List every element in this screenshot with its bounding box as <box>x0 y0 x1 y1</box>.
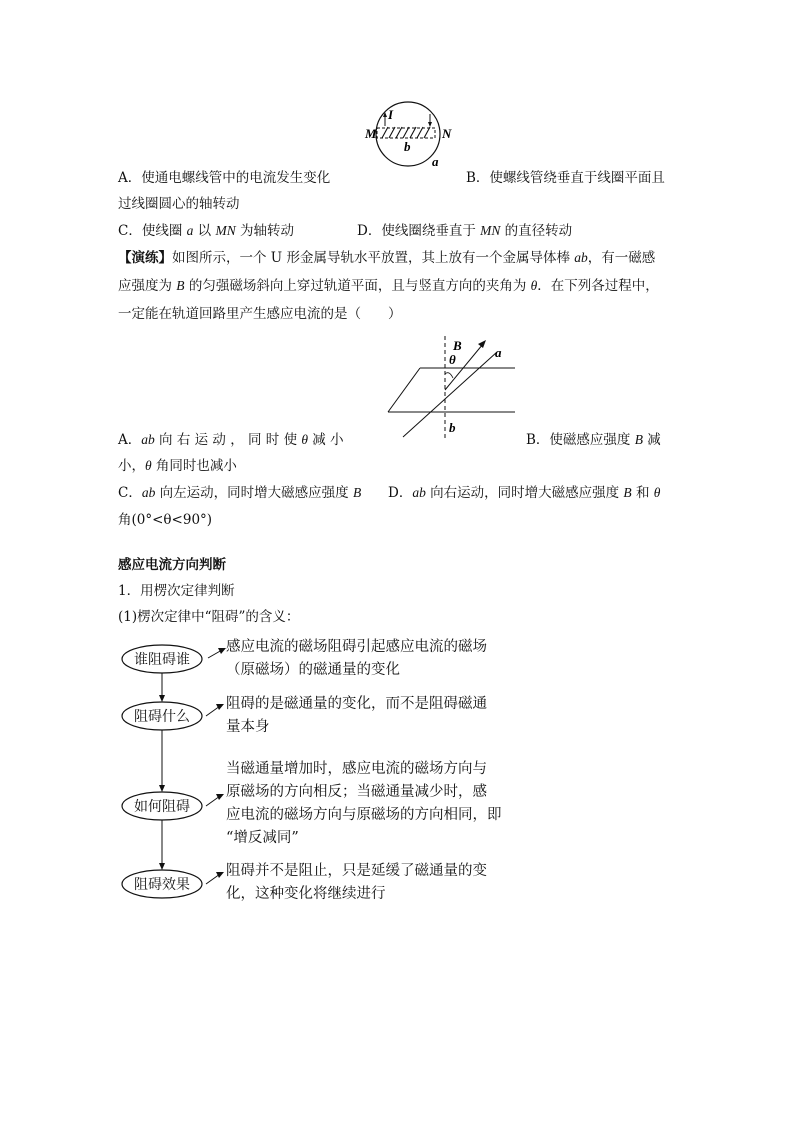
flow-node-3-desc-line2: 原磁场的方向相反；当磁通量减少时，感 <box>226 784 487 800</box>
field-arrow <box>478 340 486 348</box>
q2-option-d-ab: ab <box>412 485 426 500</box>
coil-a-circle <box>376 102 440 166</box>
q2-option-a-2: 向 右 运 动 ， 同 时 使 <box>154 432 302 448</box>
q1-option-c-mn: MN <box>215 223 236 238</box>
flow-node-4-desc <box>226 860 487 906</box>
q2-stem-line2 <box>118 277 659 295</box>
q2-option-d-theta: θ <box>653 485 661 500</box>
flow-node-1-desc-line2: （原磁场）的磁通量的变化 <box>226 662 400 678</box>
flow-node-4-desc-line2: 化，这种变化将继续进行 <box>226 886 386 902</box>
flow-node-1-label: 谁阻碍谁 <box>134 652 190 668</box>
q2-stem-1-ab: ab <box>574 250 588 265</box>
flow-node-3-desc-line1: 当磁通量增加时，感应电流的磁场方向与 <box>226 761 487 777</box>
u-rail-diagram <box>385 334 520 442</box>
q2-option-a-1: A． <box>118 432 142 448</box>
solenoid-windings <box>382 127 430 138</box>
label-b: b <box>404 139 411 154</box>
q1-option-c-a: a <box>186 223 194 238</box>
q1-option-d-pre: D．使线圈绕垂直于 <box>357 223 481 239</box>
label-a: a <box>432 154 439 169</box>
q1-option-c <box>118 222 294 240</box>
q2-stem-2-theta: θ <box>530 278 538 293</box>
q1-option-d-mn: MN <box>480 223 501 238</box>
flow-node-2-desc <box>226 693 487 739</box>
q2-option-b-line2-theta: θ <box>145 458 152 473</box>
q2-option-d-2: 向右运动，同时增大磁感应强度 <box>425 485 624 501</box>
q2-option-c-1: C． <box>118 485 142 501</box>
q1-option-b-line1: B．使螺线管绕垂直于线圈平面且 <box>466 170 665 186</box>
q2-option-b-2: 减 <box>642 432 661 448</box>
q2-stem-2-pre: 应强度为 <box>118 278 177 294</box>
q2-option-c-ab: ab <box>141 485 156 500</box>
flow-node-4-desc-line1: 阻碍并不是阻止，只是延缓了磁通量的变 <box>226 863 487 879</box>
q2-option-d-1: D． <box>388 485 413 501</box>
flow-diagram <box>110 630 530 915</box>
q2-option-a <box>118 431 344 449</box>
flow-node-3-desc-line3: 应电流的磁场方向与原磁场的方向相同，即 <box>226 807 502 823</box>
q1-option-b-line2: 过线圈圆心的轴转动 <box>118 196 240 212</box>
label-b-rod: b <box>449 420 456 435</box>
q2-option-b-line2-1: 小， <box>118 458 145 474</box>
q2-tag: 【演练】 <box>118 250 172 266</box>
q2-option-b-b: B <box>634 432 643 447</box>
q2-option-c-b: B <box>352 485 362 500</box>
q2-option-b-line2-2: 角同时也减小 <box>151 458 237 474</box>
flow-node-2-desc-line1: 阻碍的是磁通量的变化，而不是阻碍磁通 <box>226 696 487 712</box>
q1-option-a: A．使通电螺线管中的电流发生变化 <box>118 170 331 186</box>
q1-option-d <box>357 222 572 240</box>
label-theta: θ <box>449 352 456 367</box>
section-item-1: 1．用楞次定律判断 <box>118 583 235 599</box>
solenoid-coil-figure <box>358 100 468 180</box>
q2-option-d-line2: 角(0°<θ<90°) <box>118 512 213 528</box>
q1-option-c-post: 为轴转动 <box>235 223 295 239</box>
flow-node-1-desc-line1: 感应电流的磁场阻碍引起感应电流的磁场 <box>226 639 487 655</box>
section-title: 感应电流方向判断 <box>118 557 226 573</box>
section-item-1-sub: (1)楞次定律中“阻碍”的含义： <box>118 609 300 625</box>
q2-stem-line1 <box>118 249 655 267</box>
flow-node-2-label: 阻碍什么 <box>134 709 190 725</box>
label-n: N <box>442 126 452 141</box>
q2-option-d-3: 和 <box>631 485 654 501</box>
angle-arc <box>445 373 453 378</box>
q2-option-d-line1 <box>388 484 660 502</box>
q2-option-b-1: B．使磁感应强度 <box>526 432 635 448</box>
current-arrow-down <box>428 122 432 127</box>
q2-option-c-2: 向左运动，同时增大磁感应强度 <box>155 485 353 501</box>
q2-option-c <box>118 484 361 502</box>
q2-stem-1-post: ，有一磁感 <box>587 250 656 266</box>
flow-node-3-desc-line4: “增反减同” <box>226 830 299 846</box>
q1-option-c-pre: C．使线圈 <box>118 223 187 239</box>
q2-option-a-theta: θ <box>301 432 309 447</box>
solenoid-coil-diagram <box>358 100 468 180</box>
flow-node-4-label: 阻碍效果 <box>134 877 190 893</box>
u-rail-figure <box>385 334 520 442</box>
rail-end <box>388 368 420 412</box>
label-b-field: B <box>453 338 462 353</box>
q2-stem-1-pre: 如图所示，一个 U 形金属导轨水平放置，其上放有一个金属导体棒 <box>172 250 575 266</box>
q2-option-a-ab: ab <box>141 432 155 447</box>
q2-stem-2-post: ．在下列各过程中， <box>537 278 659 294</box>
q2-option-a-3: 减 小 <box>308 432 344 448</box>
q2-stem-2-b: B <box>176 278 185 293</box>
flow-node-3-desc <box>226 758 502 850</box>
label-i: I <box>388 107 394 122</box>
label-m: M <box>365 126 377 141</box>
q1-option-d-post: 的直径转动 <box>500 223 573 239</box>
q1-option-c-mid: 以 <box>193 223 216 239</box>
flow-node-1-desc <box>226 636 487 682</box>
label-a-rod: a <box>495 345 502 360</box>
flow-node-2-desc-line2: 量本身 <box>226 719 270 735</box>
field-line-b <box>445 344 483 390</box>
q2-stem-2-mid: 的匀强磁场斜向上穿过轨道平面，且与竖直方向的夹角为 <box>184 278 531 294</box>
flow-node-3-label: 如何阻碍 <box>134 799 190 815</box>
q2-option-d-b: B <box>623 485 632 500</box>
q2-option-b-line2 <box>118 457 237 475</box>
q2-option-b-line1 <box>526 431 661 449</box>
q2-stem-line3: 一定能在轨道回路里产生感应电流的是（ ） <box>118 306 402 322</box>
